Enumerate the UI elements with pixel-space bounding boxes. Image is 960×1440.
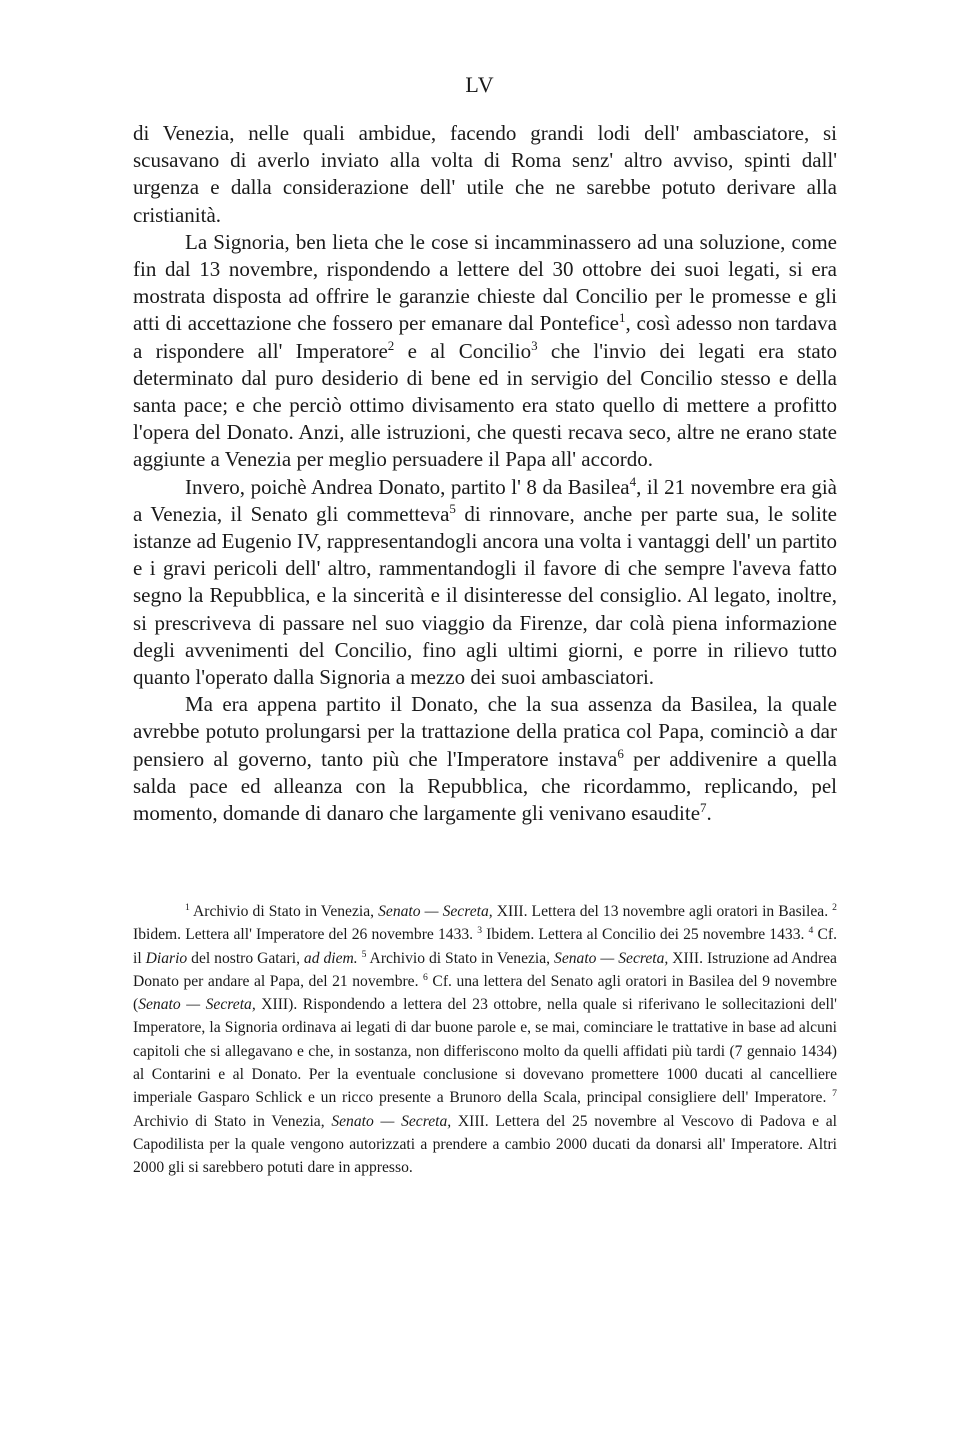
italic-text: Senato — Secreta,: [331, 1112, 452, 1130]
text-run: di rinnovare, anche per parte sua, le solite istanze ad Eugenio IV, rappresentandogli ancora una volta i vantaggi dell' un partito e i gravi pericoli dell' altro, rammentandogli il favore di che sempre l'aveva fatto segno la Repubblica, e la sincerità e il disinteresse del consiglio. Al legato, inoltre, si prescriveva di passare nel suo viaggio da Firenze, dar colà piena informazione degli avvenimenti del Concilio, fino agli ultimi giorni, e porre in rilievo tutto quanto l'operato dalla Signoria a mezzo dei suoi ambasciatori.: [133, 501, 837, 690]
italic-text: Diario: [145, 949, 188, 967]
footnote-ref: 2: [832, 901, 837, 913]
footnote-ref: 7: [832, 1088, 837, 1100]
footnote-ref: 5: [361, 948, 367, 960]
text-run: XIII. Lettera del 13 novembre agli oratori in Basilea.: [492, 903, 833, 920]
text-run: XIII. Istruzione ad Andrea Donato per andare al Papa, del 21 novembre.: [133, 949, 837, 990]
text-run: , il 21 novembre era già a Venezia, il Senato gli commetteva: [133, 474, 838, 526]
text-run: .: [706, 801, 712, 826]
text-run: XIII). Rispondendo a lettera del 23 ottobre, nella quale si riferivano le sollecitazioni dell' Imperatore, la Signoria ordinava ai legati di dar buone parole e, se mai, cominciare le trattative in base ad alcuni capitoli che si allegavano e che, in sostanza, non differiscono molto da quelli affidati più tardi (7 gennaio 1434) al Contarini e al Donato. Per la eventuale conclusione si dovevano promettere 1000 ducati al cancelliere imperiale Gasparo Schlick e un ricco presente a Brunoro della Scala, principal consigliere dell' Imperatore.: [133, 996, 837, 1107]
italic-text: Senato — Secreta,: [138, 996, 256, 1014]
text-run: Ibidem. Lettera all' Imperatore del 26 novembre 1433.: [133, 926, 478, 944]
footnote-ref: 6: [423, 971, 428, 983]
text-run: La Signoria, ben lieta che le cose si incamminassero ad una soluzione, come fin dal 13 novembre, rispondendo a lettere del 30 ottobre dei suoi legati, si era mostrata disposta ad offrire le garanzie chieste dal Concilio per le promesse e gli atti di accettazione che fossero per emanare dal Pontefice: [133, 229, 837, 336]
paragraph: [133, 691, 837, 827]
text-run: Invero, poichè Andrea Donato, partito l' 8 da Basilea: [185, 474, 630, 499]
footnote-ref: 1: [618, 310, 626, 326]
text-run: XIII. Lettera del 25 novembre al Vescovo di Padova e al Capodilista per la quale vengono autorizzati a prendere a cambio 2000 ducati da donarsi all' Imperatore. Altri 2000 gli si sarebbero potuti dare in appresso.: [133, 1112, 838, 1177]
text-run: che l'invio dei legati era stato determinato dal puro desiderio di bene ed in servigio del Concilio stesso e della santa pace; e che perciò ottimo divisamento era stato quello di mettere a profitto l'opera del Donato. Anzi, alle istruzioni, che questi recava seco, altre ne erano state aggiunte a Venezia per meglio persuadere il Papa all' accordo.: [133, 338, 838, 472]
footnote-ref: 4: [629, 473, 637, 489]
text-run: , così adesso non tardava a rispondere all' Imperatore: [133, 311, 837, 363]
text-run: e al Concilio: [394, 338, 532, 363]
text-run: Cf. il: [133, 926, 838, 967]
footnote-ref: 5: [449, 500, 456, 516]
text-run: di Venezia, nelle quali ambidue, facendo grandi lodi dell' ambasciatore, si scusavano di averlo inviato alla volta di Roma senz' altro avviso, spinti dall' urgenza e dalla considerazione dell' utile che ne sarebbe potuto derivare alla cristianità.: [133, 121, 837, 227]
italic-text: Senato — Secreta,: [378, 903, 493, 920]
footnotes: [133, 900, 837, 1180]
footnote-ref: 6: [617, 745, 624, 761]
text-run: Archivio di Stato in Venezia,: [133, 1112, 332, 1130]
italic-text: Senato — Secreta,: [554, 949, 669, 967]
footnote-ref: 3: [531, 337, 538, 353]
text-run: per addivenire a quella salda pace ed alleanza con la Repubblica, che ricordammo, replicando, pel momento, domande di danaro che largamente gli venivano esaudite: [133, 746, 837, 826]
text-run: Archivio di Stato in Venezia,: [189, 903, 379, 920]
footnote-ref: 3: [477, 925, 483, 937]
footnote-ref: 1: [185, 901, 190, 913]
footnote-ref: 2: [387, 337, 395, 353]
paragraph: [133, 120, 837, 229]
footnote-block: [133, 900, 837, 1180]
paragraph: [133, 229, 837, 474]
text-run: Cf. una lettera del Senato agli oratori in Basilea del 9 novembre (: [133, 972, 837, 1014]
text-run: Ma era appena partito il Donato, che la sua assenza da Basilea, la quale avrebbe potuto prolungarsi per la trattazione della pratica col Papa, cominciò a dar pensiero al governo, tanto più che l'Imperatore instava: [133, 692, 837, 771]
footnote-ref: 4: [808, 925, 814, 937]
footnote-ref: 7: [700, 800, 707, 816]
text-run: Archivio di Stato in Venezia,: [366, 949, 555, 967]
page-number: LV: [465, 72, 495, 97]
italic-text: ad diem.: [303, 949, 358, 967]
body-text: [133, 120, 837, 827]
paragraph: [133, 474, 837, 692]
text-run: del nostro Gatari,: [187, 949, 304, 967]
text-run: Ibidem. Lettera al Concilio dei 25 novembre 1433.: [482, 926, 809, 944]
